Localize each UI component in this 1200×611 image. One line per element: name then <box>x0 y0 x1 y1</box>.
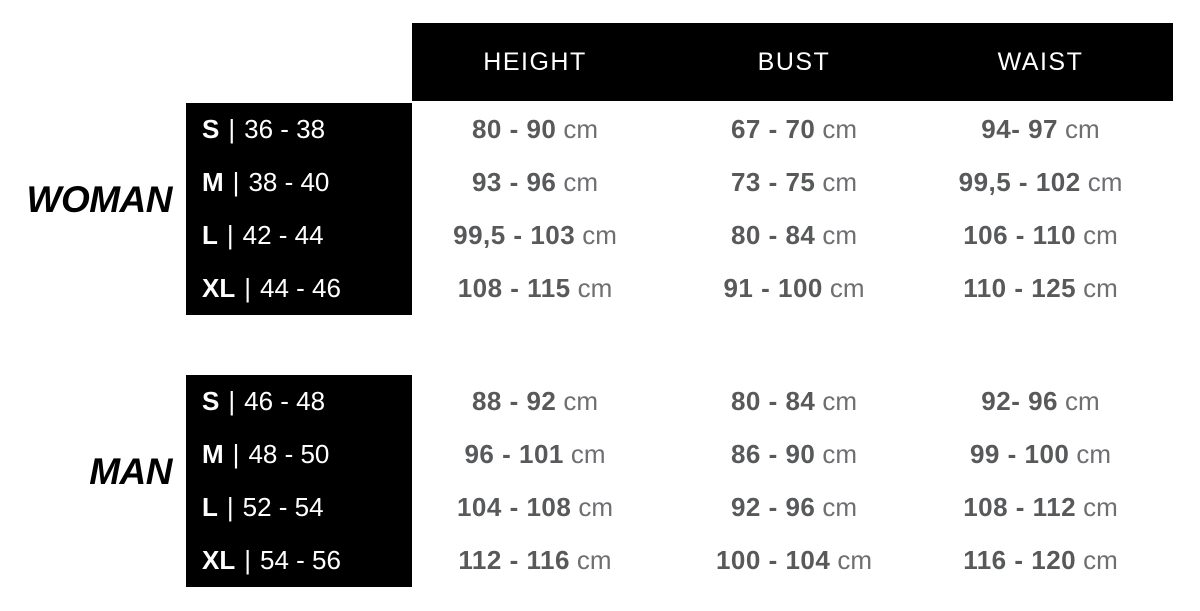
size-letter: XL <box>202 273 236 303</box>
size-letter: M <box>202 439 224 469</box>
unit-label: cm <box>822 167 858 197</box>
size-range: 42 - 44 <box>242 220 324 250</box>
value: 93 - 96 <box>471 167 557 197</box>
size-letter: S <box>202 114 220 144</box>
man-label: MAN <box>89 451 172 492</box>
bust-value-cell <box>658 262 930 315</box>
size-range: 36 - 38 <box>244 114 326 144</box>
value: 73 - 75 <box>730 167 816 197</box>
unit-label: cm <box>582 220 617 250</box>
value: 110 - 125 <box>963 273 1077 303</box>
size-range: 54 - 56 <box>260 545 341 575</box>
size-separator: | <box>232 439 240 469</box>
unit-label: cm <box>570 439 606 469</box>
size-cell <box>186 481 412 534</box>
size-range: 38 - 40 <box>248 167 330 197</box>
size-cell <box>186 375 412 428</box>
size-cell <box>186 534 412 587</box>
value: 80 - 84 <box>730 386 816 416</box>
waist-value-cell <box>930 262 1173 315</box>
unit-label: cm <box>577 273 613 303</box>
height-value-cell <box>412 156 658 209</box>
value: 86 - 90 <box>730 439 816 469</box>
bust-value-cell <box>658 156 930 209</box>
height-value-cell <box>412 428 658 481</box>
height-value-cell <box>412 209 658 262</box>
column-header-waist: WAIST <box>997 47 1084 76</box>
waist-value-cell <box>930 375 1173 428</box>
bust-value-cell <box>658 103 930 156</box>
unit-label: cm <box>1083 492 1118 522</box>
size-cell <box>186 209 412 262</box>
unit-label: cm <box>822 114 858 144</box>
unit-label: cm <box>1083 273 1118 303</box>
waist-value-cell <box>930 156 1173 209</box>
value: 96 - 101 <box>464 439 564 469</box>
unit-label: cm <box>576 545 612 575</box>
value: 106 - 110 <box>963 220 1077 250</box>
unit-label: cm <box>1083 545 1118 575</box>
height-value-cell <box>412 534 658 587</box>
size-separator: | <box>226 492 234 522</box>
unit-label: cm <box>822 220 858 250</box>
size-range: 44 - 46 <box>260 273 341 303</box>
value: 108 - 115 <box>457 273 571 303</box>
size-separator: | <box>244 273 251 303</box>
woman-section <box>0 103 1173 315</box>
unit-label: cm <box>822 386 858 416</box>
unit-label: cm <box>563 114 599 144</box>
unit-label: cm <box>578 492 614 522</box>
size-letter: M <box>202 167 224 197</box>
waist-value-cell <box>930 209 1173 262</box>
waist-value-cell <box>930 103 1173 156</box>
value: 80 - 90 <box>471 114 557 144</box>
unit-label: cm <box>837 545 873 575</box>
height-value-cell <box>412 103 658 156</box>
size-cell <box>186 103 412 156</box>
value: 99,5 - 102 <box>958 167 1081 197</box>
unit-label: cm <box>1065 114 1100 144</box>
unit-label: cm <box>1065 386 1100 416</box>
unit-label: cm <box>1083 220 1118 250</box>
value: 104 - 108 <box>456 492 572 522</box>
column-header-bust: BUST <box>757 47 831 76</box>
woman-label: WOMAN <box>26 179 172 220</box>
bust-value-cell <box>658 534 930 587</box>
size-cell <box>186 262 412 315</box>
bust-value-cell <box>658 375 930 428</box>
size-letter: XL <box>202 545 236 575</box>
value: 92 - 96 <box>730 492 816 522</box>
bust-value-cell <box>658 428 930 481</box>
height-value-cell <box>412 262 658 315</box>
value: 91 - 100 <box>723 273 823 303</box>
unit-label: cm <box>829 273 865 303</box>
value: 99 - 100 <box>969 439 1070 469</box>
unit-label: cm <box>822 439 858 469</box>
unit-label: cm <box>1076 439 1112 469</box>
unit-label: cm <box>563 386 599 416</box>
table-header <box>412 23 1173 101</box>
unit-label: cm <box>822 492 858 522</box>
value: 80 - 84 <box>730 220 816 250</box>
size-letter: L <box>202 492 218 522</box>
value: 67 - 70 <box>730 114 816 144</box>
value: 108 - 112 <box>963 492 1077 522</box>
size-letter: S <box>202 386 220 416</box>
value: 99,5 - 103 <box>453 220 576 250</box>
size-range: 52 - 54 <box>242 492 324 522</box>
value: 116 - 120 <box>963 545 1077 575</box>
bust-value-cell <box>658 481 930 534</box>
column-header-height: HEIGHT <box>483 47 587 76</box>
size-range: 48 - 50 <box>248 439 330 469</box>
bust-value-cell <box>658 209 930 262</box>
size-separator: | <box>244 545 251 575</box>
unit-label: cm <box>1087 167 1123 197</box>
height-value-cell <box>412 375 658 428</box>
size-cell <box>186 156 412 209</box>
waist-value-cell <box>930 534 1173 587</box>
waist-value-cell <box>930 428 1173 481</box>
unit-label: cm <box>563 167 599 197</box>
value: 100 - 104 <box>715 545 831 575</box>
value: 88 - 92 <box>471 386 557 416</box>
size-separator: | <box>232 167 240 197</box>
size-separator: | <box>228 114 236 144</box>
value: 92- 96 <box>981 386 1059 416</box>
size-cell <box>186 428 412 481</box>
size-separator: | <box>226 220 234 250</box>
size-letter: L <box>202 220 218 250</box>
man-section <box>0 375 1173 587</box>
size-separator: | <box>228 386 236 416</box>
waist-value-cell <box>930 481 1173 534</box>
value: 94- 97 <box>981 114 1059 144</box>
value: 112 - 116 <box>458 545 570 575</box>
size-range: 46 - 48 <box>244 386 326 416</box>
height-value-cell <box>412 481 658 534</box>
